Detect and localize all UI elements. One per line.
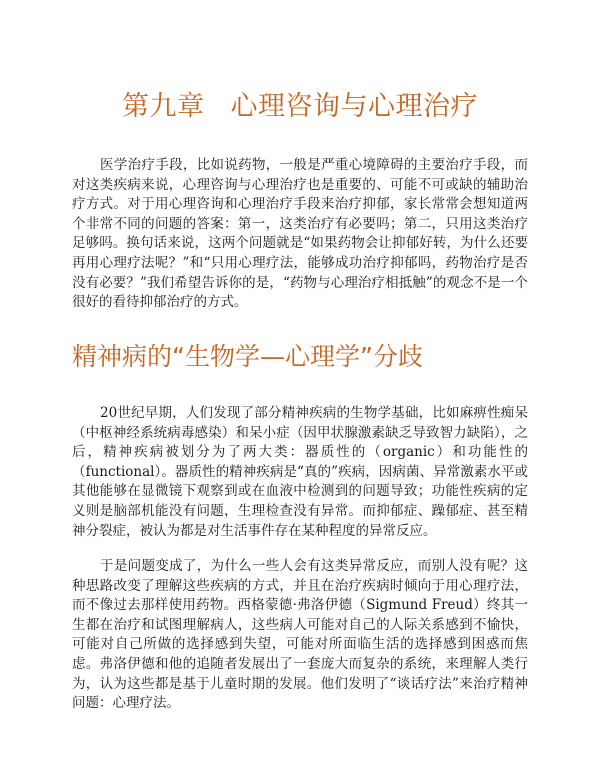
section-paragraph-2: 于是问题变成了，为什么一些人会有这类异常反应，而别人没有呢？这种思路改变了理解这些疾病的方式，并且在治疗疾病时倾向于用心理疗法，而不像过去那样使用药物。西格蒙德·弗洛伊德（Sigmund Freud）终其一生都在治疗和试图理解病人，这些病人可能对自己的人际关系感到不愉快，可能对自己所做的选择感到失望，可能对所面临生活的选择感到困惑而焦虑。弗洛伊德和他的追随者发展出了一套庞大而复杂的系统，来理解人类行为，认为这些都是基于儿童时期的发展。他们发明了“谈话疗法”来治疗精神问题：心理疗法。	[72, 558, 528, 712]
chapter-title	[0, 90, 600, 124]
section-heading: 精神病的“生物学—心理学”分歧	[72, 342, 423, 371]
section-paragraph-1: 20世纪早期，人们发现了部分精神疾病的生物学基础，比如麻痹性痴呆（中枢神经系统病毒感染）和呆小症（因甲状腺激素缺乏导致智力缺陷），之后，精神疾病被划分为了两大类：器质性的（organic）和功能性的（functional）。器质性的精神疾病是“真的”疾病，因病菌、异常激素水平或其他能够在显微镜下观察到或在血液中检测到的问题导致；功能性疾病的定义则是脑部机能没有问题，生理检查没有异常。而抑郁症、躁郁症、甚至精神分裂症，被认为都是对生活事件存在某种程度的异常反应。	[72, 405, 528, 539]
chapter-number: 第九章	[122, 91, 205, 122]
intro-paragraph: 医学治疗手段，比如说药物，一般是严重心境障碍的主要治疗手段，而对这类疾病来说，心理咨询与心理治疗也是重要的、可能不可或缺的辅助治疗方式。对于用心理咨询和心理治疗手段来治疗抑郁，家长常常会想知道两个非常不同的问题的答案：第一，这类治疗有必要吗；第二，只用这类治疗足够吗。换句话来说，这两个问题就是“如果药物会让抑郁好转，为什么还要再用心理疗法呢？”和“只用心理疗法，能够成功治疗抑郁吗，药物治疗是否没有必要？”我们希望告诉你的是，“药物与心理治疗相抵触”的观念不是一个很好的看待抑郁治疗的方式。	[72, 157, 528, 311]
chapter-name: 心理咨询与心理治疗	[230, 91, 478, 122]
